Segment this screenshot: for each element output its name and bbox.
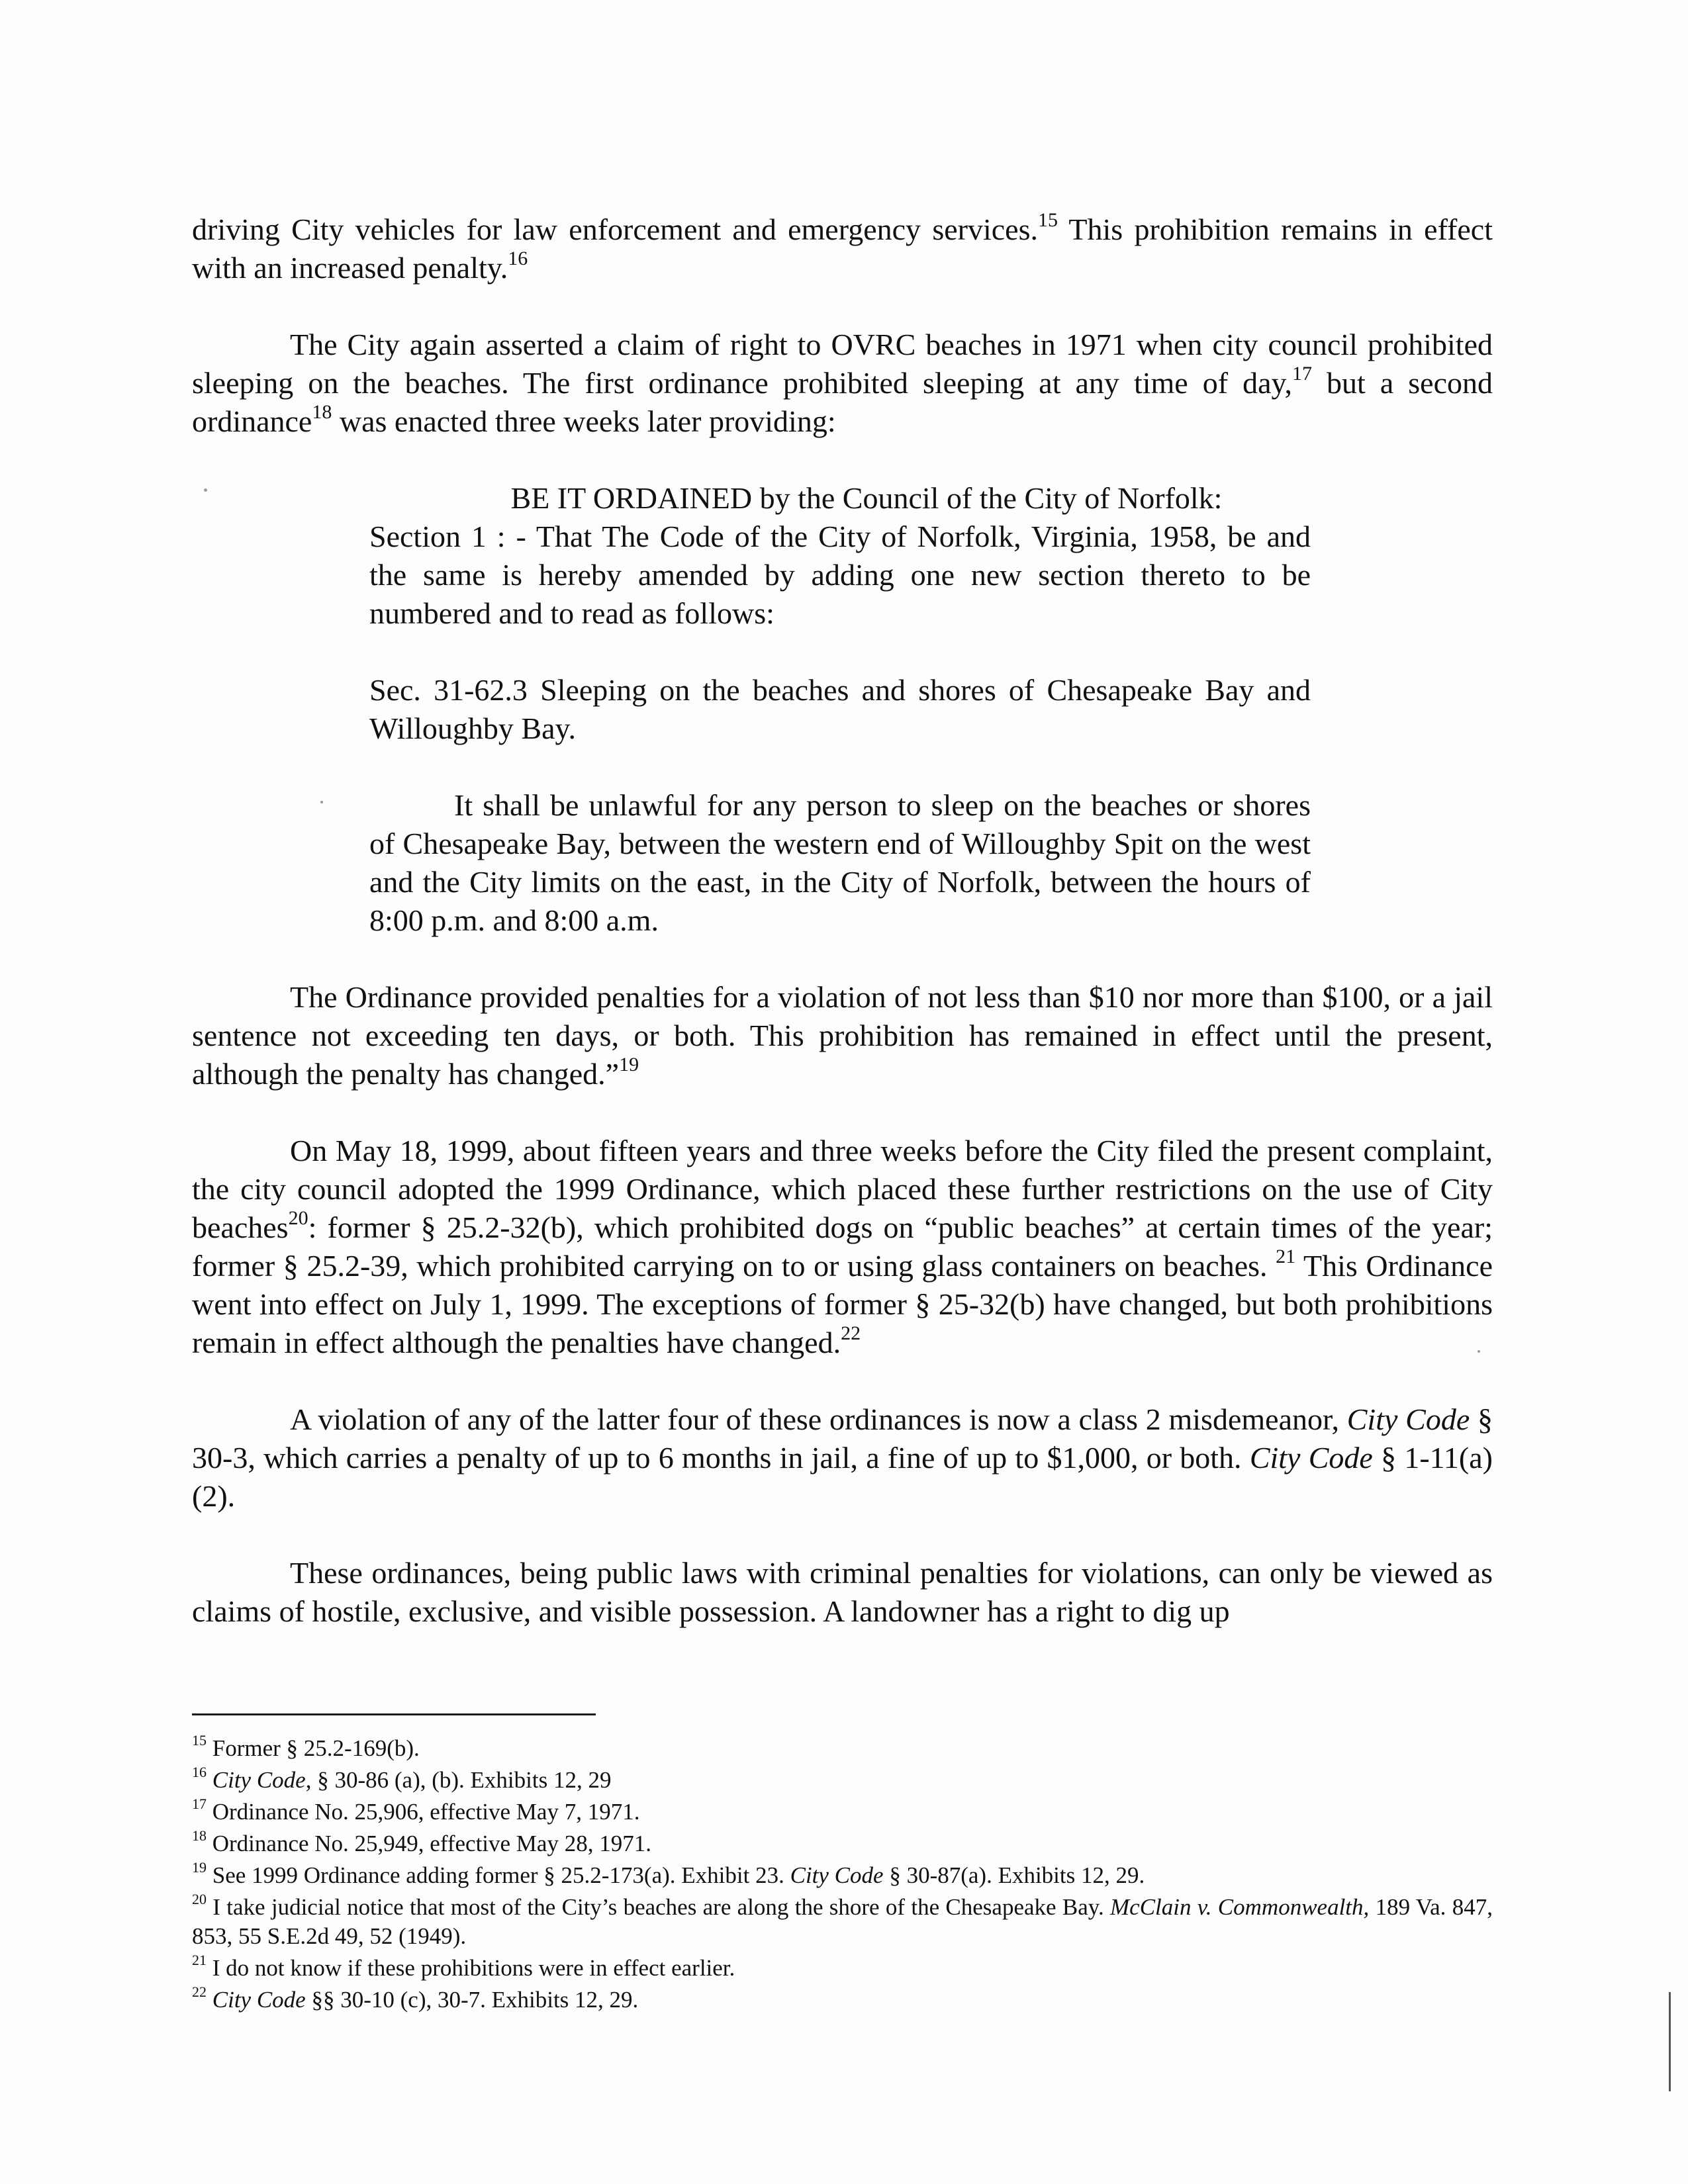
italic-citation: City Code bbox=[212, 1987, 306, 2013]
italic-citation: City Code bbox=[1249, 1441, 1373, 1475]
footnotes bbox=[192, 1734, 1493, 2017]
text-run: driving City vehicles for law enforcement and emergency services. bbox=[192, 212, 1038, 246]
text-run: See 1999 Ordinance adding former § 25.2-173(a). Exhibit 23. bbox=[207, 1862, 790, 1888]
text-run: Ordinance No. 25,949, effective May 28, 1971. bbox=[207, 1831, 651, 1856]
ordinance-section-heading: Sec. 31-62.3 Sleeping on the beaches and shores of Chesapeake Bay and Willoughby Bay. bbox=[369, 673, 1311, 745]
footnote-number: 17 bbox=[192, 1796, 207, 1813]
scan-speck bbox=[320, 801, 323, 803]
footnote-number: 21 bbox=[192, 1952, 207, 1969]
ordinance-section-body: It shall be unlawful for any person to sleep on the beaches or shores of Chesapeake Bay, between the western end of Willoughby Spit on the west and the City limits on the east, in the City of Norfolk, between the hours of 8:00 p.m. and 8:00 a.m. bbox=[369, 788, 1311, 937]
ordinance-section-1: Section 1 : - That The Code of the City of Norfolk, Virginia, 1958, be and the same is hereby amended by adding one new section thereto to be numbered and to read as follows: bbox=[369, 520, 1311, 630]
text-run: On May 18, 1999, about fifteen years and three weeks before the City filed the present complaint, the city council adopted the 1999 Ordinance, which placed these further restrictions on the use of City beaches bbox=[192, 1134, 1493, 1244]
footnote-22 bbox=[192, 1985, 1493, 2015]
footnote-divider bbox=[192, 1713, 596, 1715]
paragraph-1 bbox=[192, 210, 1493, 287]
italic-citation: City Code bbox=[790, 1862, 884, 1888]
text-run: , § 30-86 (a), (b). Exhibits 12, 29 bbox=[305, 1767, 612, 1793]
italic-citation: McClain v. Commonwealth, bbox=[1110, 1894, 1370, 1920]
paragraph-5 bbox=[192, 1400, 1493, 1516]
footnote-19 bbox=[192, 1861, 1493, 1890]
text-run: The Ordinance provided penalties for a violation of not less than $10 nor more than $100, or a jail sentence not exceeding ten days, or both. This prohibition has remained in effect until the present, although the penalty has changed.” bbox=[192, 980, 1493, 1091]
text-run: I do not know if these prohibitions were in effect earlier. bbox=[207, 1955, 735, 1981]
footnote-number: 16 bbox=[192, 1764, 207, 1781]
footnote-reference: 17 bbox=[1292, 362, 1312, 385]
italic-citation: City Code bbox=[212, 1767, 306, 1793]
paragraph-4 bbox=[192, 1132, 1493, 1362]
footnote-reference: 15 bbox=[1037, 208, 1058, 231]
text-run: These ordinances, being public laws with criminal penalties for violations, can only be viewed as claims of hostile, exclusive, and visible possession. A landowner has a right to dig up bbox=[192, 1556, 1493, 1628]
document-body bbox=[192, 210, 1493, 1669]
footnote-reference: 22 bbox=[841, 1322, 861, 1344]
footnote-21 bbox=[192, 1954, 1493, 1983]
text-run: was enacted three weeks later providing: bbox=[332, 404, 836, 438]
footnote-15 bbox=[192, 1734, 1493, 1763]
text-run: § 30-3, which carries a penalty of up to 6 months in jail, a fine of up to $1,000, or both. bbox=[192, 1402, 1493, 1475]
ordinance-enacting-clause: BE IT ORDAINED by the Council of the City of Norfolk: bbox=[510, 481, 1223, 515]
text-run: The City again asserted a claim of right to OVRC beaches in 1971 when city council prohibited sleeping on the beaches. The first ordinance prohibited sleeping at any time of day, bbox=[192, 328, 1493, 400]
footnote-18 bbox=[192, 1829, 1493, 1858]
footnote-reference: 21 bbox=[1276, 1245, 1296, 1267]
italic-citation: City Code bbox=[1346, 1402, 1470, 1436]
text-run: 189 Va. 847, 853, 55 S.E.2d 49, 52 (1949). bbox=[192, 1894, 1493, 1949]
text-run: §§ 30-10 (c), 30-7. Exhibits 12, 29. bbox=[305, 1987, 639, 2013]
text-run: This Ordinance went into effect on July 1, 1999. The exceptions of former § 25-32(b) have changed, but both prohibitions remain in effect although the penalties have changed. bbox=[192, 1249, 1493, 1359]
text-run: Former § 25.2-169(b). bbox=[207, 1735, 420, 1761]
scan-speck bbox=[1477, 1350, 1480, 1353]
footnote-20 bbox=[192, 1893, 1493, 1951]
footnote-number: 15 bbox=[192, 1732, 207, 1749]
footnote-number: 19 bbox=[192, 1859, 207, 1876]
footnote-reference: 19 bbox=[619, 1053, 639, 1075]
text-run: I take judicial notice that most of the City’s beaches are along the shore of the Chesapeake Bay. bbox=[207, 1894, 1111, 1920]
footnote-number: 18 bbox=[192, 1827, 207, 1844]
text-run bbox=[207, 1767, 212, 1793]
text-run: This prohibition remains in effect with an increased penalty. bbox=[192, 212, 1493, 285]
footnote-17 bbox=[192, 1797, 1493, 1827]
scan-speck bbox=[204, 488, 207, 492]
footnote-reference: 20 bbox=[288, 1206, 308, 1229]
text-run: : former § 25.2-32(b), which prohibited dogs on “public beaches” at certain times of the year; former § 25.2-39, which prohibited carrying on to or using glass containers on beaches. bbox=[192, 1210, 1493, 1283]
footnote-number: 20 bbox=[192, 1891, 207, 1908]
text-run: A violation of any of the latter four of these ordinances is now a class 2 misdemeanor, bbox=[290, 1402, 1347, 1436]
paragraph-2 bbox=[192, 326, 1493, 441]
text-run: but a second ordinance bbox=[192, 366, 1493, 438]
paragraph-3 bbox=[192, 978, 1493, 1093]
text-run: § 30-87(a). Exhibits 12, 29. bbox=[883, 1862, 1145, 1888]
ordinance-quote bbox=[192, 479, 1493, 940]
text-run bbox=[207, 1987, 212, 2013]
footnote-reference: 18 bbox=[312, 400, 332, 423]
paragraph-6 bbox=[192, 1554, 1493, 1631]
text-run: § 1-11(a)(2). bbox=[192, 1441, 1493, 1513]
text-run: Ordinance No. 25,906, effective May 7, 1971. bbox=[207, 1799, 640, 1825]
footnote-16 bbox=[192, 1766, 1493, 1795]
scan-edge-mark bbox=[1669, 1992, 1671, 2091]
footnote-number: 22 bbox=[192, 1983, 207, 2001]
footnote-reference: 16 bbox=[508, 247, 528, 269]
